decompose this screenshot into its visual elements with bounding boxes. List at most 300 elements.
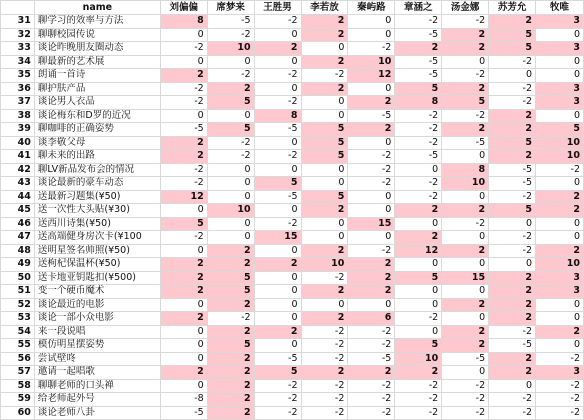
value-cell[interactable]: 0 bbox=[301, 231, 348, 245]
value-cell[interactable]: 12 bbox=[348, 69, 395, 83]
row-number-cell[interactable]: 46 bbox=[1, 217, 35, 231]
value-cell[interactable]: 0 bbox=[301, 217, 348, 231]
value-cell[interactable]: 2 bbox=[395, 231, 442, 245]
value-cell[interactable]: 5 bbox=[395, 339, 442, 353]
value-cell[interactable]: 3 bbox=[536, 15, 584, 29]
value-cell[interactable]: -5 bbox=[395, 69, 442, 83]
value-cell[interactable]: 0 bbox=[254, 312, 301, 326]
value-cell[interactable]: 0 bbox=[254, 136, 301, 150]
row-number-cell[interactable]: 53 bbox=[1, 312, 35, 326]
value-cell[interactable]: 2 bbox=[536, 244, 584, 258]
value-cell[interactable]: -5 bbox=[160, 123, 207, 137]
column-header-person[interactable]: 席梦来 bbox=[207, 1, 254, 15]
value-cell[interactable]: 2 bbox=[489, 352, 536, 366]
value-cell[interactable]: -2 bbox=[395, 123, 442, 137]
value-cell[interactable]: 2 bbox=[489, 150, 536, 164]
value-cell[interactable]: -2 bbox=[348, 163, 395, 177]
value-cell[interactable]: 5 bbox=[442, 96, 489, 110]
value-cell[interactable]: -2 bbox=[254, 96, 301, 110]
activity-name-cell[interactable]: 变一个硬币魔术 bbox=[34, 285, 160, 299]
value-cell[interactable]: 3 bbox=[536, 96, 584, 110]
value-cell[interactable]: 2 bbox=[301, 15, 348, 29]
value-cell[interactable]: 0 bbox=[442, 190, 489, 204]
row-number-cell[interactable]: 41 bbox=[1, 150, 35, 164]
value-cell[interactable]: -5 bbox=[489, 339, 536, 353]
value-cell[interactable]: -2 bbox=[254, 406, 301, 420]
row-number-cell[interactable]: 50 bbox=[1, 271, 35, 285]
value-cell[interactable]: -2 bbox=[348, 393, 395, 407]
value-cell[interactable]: 2 bbox=[254, 42, 301, 56]
value-cell[interactable]: 2 bbox=[160, 136, 207, 150]
activity-name-cell[interactable]: 聊咖啡的正确姿势 bbox=[34, 123, 160, 137]
value-cell[interactable]: 0 bbox=[489, 379, 536, 393]
value-cell[interactable]: 2 bbox=[207, 366, 254, 380]
activity-name-cell[interactable]: 聊未来的出路 bbox=[34, 150, 160, 164]
value-cell[interactable]: -2 bbox=[536, 393, 584, 407]
value-cell[interactable]: 0 bbox=[254, 163, 301, 177]
value-cell[interactable]: 6 bbox=[348, 312, 395, 326]
activity-name-cell[interactable]: 聊最新的艺术展 bbox=[34, 55, 160, 69]
value-cell[interactable]: 2 bbox=[442, 325, 489, 339]
value-cell[interactable]: 2 bbox=[489, 298, 536, 312]
activity-name-cell[interactable]: 聊聊老师的口头禅 bbox=[34, 379, 160, 393]
value-cell[interactable]: -2 bbox=[301, 339, 348, 353]
value-cell[interactable]: -2 bbox=[489, 393, 536, 407]
value-cell[interactable]: 2 bbox=[160, 366, 207, 380]
value-cell[interactable]: -2 bbox=[160, 231, 207, 245]
value-cell[interactable]: -5 bbox=[489, 177, 536, 191]
value-cell[interactable]: 10 bbox=[536, 150, 584, 164]
activity-name-cell[interactable]: 谈论梅东和D罗的近况 bbox=[34, 109, 160, 123]
activity-name-cell[interactable]: 给老师起外号 bbox=[34, 393, 160, 407]
value-cell[interactable]: -2 bbox=[395, 15, 442, 29]
value-cell[interactable]: -2 bbox=[254, 69, 301, 83]
value-cell[interactable]: 0 bbox=[254, 28, 301, 42]
activity-name-cell[interactable]: 模仿明星摆姿势 bbox=[34, 339, 160, 353]
activity-name-cell[interactable]: 送最新习题集(¥50) bbox=[34, 190, 160, 204]
row-number-cell[interactable]: 60 bbox=[1, 406, 35, 420]
value-cell[interactable]: 0 bbox=[160, 339, 207, 353]
value-cell[interactable]: -2 bbox=[301, 69, 348, 83]
row-number-cell[interactable]: 32 bbox=[1, 28, 35, 42]
value-cell[interactable]: 2 bbox=[442, 123, 489, 137]
row-number-cell[interactable]: 51 bbox=[1, 285, 35, 299]
row-number-cell[interactable]: 33 bbox=[1, 42, 35, 56]
value-cell[interactable]: 0 bbox=[160, 379, 207, 393]
value-cell[interactable]: 5 bbox=[301, 136, 348, 150]
value-cell[interactable]: -2 bbox=[160, 163, 207, 177]
value-cell[interactable]: 15 bbox=[348, 217, 395, 231]
value-cell[interactable]: 0 bbox=[489, 217, 536, 231]
value-cell[interactable]: 2 bbox=[254, 258, 301, 272]
value-cell[interactable]: -2 bbox=[301, 271, 348, 285]
value-cell[interactable]: -8 bbox=[160, 393, 207, 407]
value-cell[interactable]: -2 bbox=[160, 96, 207, 110]
row-number-cell[interactable]: 55 bbox=[1, 339, 35, 353]
value-cell[interactable]: 0 bbox=[254, 298, 301, 312]
value-cell[interactable]: -2 bbox=[207, 150, 254, 164]
value-cell[interactable]: 2 bbox=[489, 15, 536, 29]
value-cell[interactable]: -2 bbox=[207, 136, 254, 150]
value-cell[interactable]: 0 bbox=[160, 109, 207, 123]
value-cell[interactable]: 2 bbox=[395, 42, 442, 56]
value-cell[interactable]: 2 bbox=[536, 204, 584, 218]
value-cell[interactable]: 2 bbox=[442, 204, 489, 218]
value-cell[interactable]: -2 bbox=[442, 69, 489, 83]
value-cell[interactable]: 2 bbox=[207, 298, 254, 312]
value-cell[interactable]: -2 bbox=[254, 379, 301, 393]
value-cell[interactable]: -2 bbox=[348, 325, 395, 339]
value-cell[interactable]: 8 bbox=[254, 109, 301, 123]
value-cell[interactable]: 0 bbox=[254, 204, 301, 218]
value-cell[interactable]: 5 bbox=[301, 123, 348, 137]
value-cell[interactable]: 5 bbox=[207, 339, 254, 353]
value-cell[interactable]: 10 bbox=[395, 352, 442, 366]
value-cell[interactable]: -2 bbox=[254, 150, 301, 164]
row-number-cell[interactable]: 36 bbox=[1, 82, 35, 96]
value-cell[interactable]: -2 bbox=[207, 28, 254, 42]
value-cell[interactable]: 10 bbox=[536, 136, 584, 150]
value-cell[interactable]: 0 bbox=[207, 177, 254, 191]
value-cell[interactable]: 0 bbox=[536, 298, 584, 312]
value-cell[interactable]: -5 bbox=[442, 136, 489, 150]
value-cell[interactable]: 0 bbox=[348, 28, 395, 42]
value-cell[interactable]: 2 bbox=[160, 285, 207, 299]
value-cell[interactable]: -5 bbox=[160, 406, 207, 420]
value-cell[interactable]: 0 bbox=[348, 82, 395, 96]
value-cell[interactable]: 2 bbox=[442, 244, 489, 258]
value-cell[interactable]: 0 bbox=[254, 339, 301, 353]
activity-name-cell[interactable]: 送卡地亚钥匙扣(¥500) bbox=[34, 271, 160, 285]
value-cell[interactable]: 3 bbox=[536, 285, 584, 299]
value-cell[interactable]: 2 bbox=[348, 366, 395, 380]
activity-name-cell[interactable]: 尝试壁咚 bbox=[34, 352, 160, 366]
value-cell[interactable]: 0 bbox=[442, 231, 489, 245]
value-cell[interactable]: 2 bbox=[301, 312, 348, 326]
value-cell[interactable]: 15 bbox=[254, 231, 301, 245]
value-cell[interactable]: 5 bbox=[301, 150, 348, 164]
value-cell[interactable]: -2 bbox=[348, 42, 395, 56]
value-cell[interactable]: -5 bbox=[442, 352, 489, 366]
value-cell[interactable]: -2 bbox=[442, 15, 489, 29]
value-cell[interactable]: 0 bbox=[160, 55, 207, 69]
column-header-person[interactable]: 李若放 bbox=[301, 1, 348, 15]
value-cell[interactable]: 0 bbox=[442, 285, 489, 299]
value-cell[interactable]: 0 bbox=[254, 55, 301, 69]
row-number-cell[interactable]: 54 bbox=[1, 325, 35, 339]
value-cell[interactable]: 5 bbox=[536, 123, 584, 137]
value-cell[interactable]: 12 bbox=[395, 244, 442, 258]
column-header-person[interactable]: 汤金娜 bbox=[442, 1, 489, 15]
value-cell[interactable]: 10 bbox=[207, 204, 254, 218]
value-cell[interactable]: -2 bbox=[301, 406, 348, 420]
value-cell[interactable]: 2 bbox=[207, 244, 254, 258]
value-cell[interactable]: 0 bbox=[395, 217, 442, 231]
value-cell[interactable]: -2 bbox=[395, 190, 442, 204]
value-cell[interactable]: 0 bbox=[301, 163, 348, 177]
value-cell[interactable]: -2 bbox=[348, 150, 395, 164]
value-cell[interactable]: 0 bbox=[348, 204, 395, 218]
value-cell[interactable]: 2 bbox=[301, 244, 348, 258]
value-cell[interactable]: 2 bbox=[442, 82, 489, 96]
column-header-person[interactable]: 刘偏偏 bbox=[160, 1, 207, 15]
value-cell[interactable]: 8 bbox=[442, 163, 489, 177]
value-cell[interactable]: -2 bbox=[254, 15, 301, 29]
value-cell[interactable]: 0 bbox=[160, 325, 207, 339]
value-cell[interactable]: 0 bbox=[160, 204, 207, 218]
value-cell[interactable]: -2 bbox=[489, 325, 536, 339]
value-cell[interactable]: 0 bbox=[254, 244, 301, 258]
value-cell[interactable]: -2 bbox=[160, 177, 207, 191]
value-cell[interactable]: -2 bbox=[395, 393, 442, 407]
value-cell[interactable]: -2 bbox=[536, 163, 584, 177]
value-cell[interactable]: 2 bbox=[301, 28, 348, 42]
row-number-cell[interactable]: 49 bbox=[1, 258, 35, 272]
value-cell[interactable]: -2 bbox=[489, 244, 536, 258]
value-cell[interactable]: 10 bbox=[442, 177, 489, 191]
activity-name-cell[interactable]: 谈论老师八卦 bbox=[34, 406, 160, 420]
column-header-person[interactable]: 牧唯 bbox=[536, 1, 584, 15]
activity-name-cell[interactable]: 聊LV新品发布会的情况 bbox=[34, 163, 160, 177]
value-cell[interactable]: 5 bbox=[207, 96, 254, 110]
value-cell[interactable]: 5 bbox=[301, 190, 348, 204]
activity-name-cell[interactable]: 来一段说唱 bbox=[34, 325, 160, 339]
corner-cell[interactable] bbox=[1, 1, 35, 15]
value-cell[interactable]: 0 bbox=[348, 190, 395, 204]
value-cell[interactable]: -2 bbox=[489, 96, 536, 110]
value-cell[interactable]: -5 bbox=[348, 109, 395, 123]
value-cell[interactable]: 0 bbox=[301, 42, 348, 56]
value-cell[interactable]: 2 bbox=[301, 204, 348, 218]
value-cell[interactable]: -5 bbox=[395, 55, 442, 69]
value-cell[interactable]: -2 bbox=[536, 406, 584, 420]
value-cell[interactable]: -2 bbox=[442, 217, 489, 231]
value-cell[interactable]: 0 bbox=[442, 150, 489, 164]
row-number-cell[interactable]: 45 bbox=[1, 204, 35, 218]
value-cell[interactable]: 10 bbox=[348, 55, 395, 69]
value-cell[interactable]: -2 bbox=[254, 217, 301, 231]
value-cell[interactable]: 0 bbox=[301, 298, 348, 312]
value-cell[interactable]: -2 bbox=[301, 325, 348, 339]
value-cell[interactable]: 2 bbox=[301, 285, 348, 299]
value-cell[interactable]: 2 bbox=[207, 82, 254, 96]
value-cell[interactable]: 0 bbox=[395, 285, 442, 299]
value-cell[interactable]: 2 bbox=[207, 393, 254, 407]
value-cell[interactable]: -2 bbox=[395, 136, 442, 150]
column-header-person[interactable]: 王胜男 bbox=[254, 1, 301, 15]
value-cell[interactable]: -2 bbox=[207, 69, 254, 83]
value-cell[interactable]: -2 bbox=[536, 352, 584, 366]
value-cell[interactable]: 2 bbox=[207, 258, 254, 272]
value-cell[interactable]: 2 bbox=[301, 366, 348, 380]
row-number-cell[interactable]: 44 bbox=[1, 190, 35, 204]
value-cell[interactable]: 2 bbox=[207, 325, 254, 339]
value-cell[interactable]: 0 bbox=[160, 28, 207, 42]
value-cell[interactable]: 0 bbox=[536, 339, 584, 353]
value-cell[interactable]: 2 bbox=[536, 325, 584, 339]
value-cell[interactable]: 0 bbox=[442, 312, 489, 326]
value-cell[interactable]: 0 bbox=[536, 69, 584, 83]
value-cell[interactable]: 5 bbox=[254, 366, 301, 380]
value-cell[interactable]: 2 bbox=[395, 366, 442, 380]
value-cell[interactable]: 2 bbox=[160, 150, 207, 164]
row-number-cell[interactable]: 48 bbox=[1, 244, 35, 258]
value-cell[interactable]: 0 bbox=[207, 163, 254, 177]
value-cell[interactable]: -2 bbox=[160, 42, 207, 56]
value-cell[interactable]: 0 bbox=[207, 190, 254, 204]
row-number-cell[interactable]: 38 bbox=[1, 109, 35, 123]
value-cell[interactable]: 3 bbox=[536, 42, 584, 56]
value-cell[interactable]: -5 bbox=[489, 163, 536, 177]
value-cell[interactable]: -2 bbox=[395, 177, 442, 191]
value-cell[interactable]: 0 bbox=[348, 136, 395, 150]
column-header-person[interactable]: 苏芳允 bbox=[489, 1, 536, 15]
value-cell[interactable]: 0 bbox=[489, 258, 536, 272]
row-number-cell[interactable]: 57 bbox=[1, 366, 35, 380]
activity-name-cell[interactable]: 聊聊校园传说 bbox=[34, 28, 160, 42]
value-cell[interactable]: 0 bbox=[207, 231, 254, 245]
value-cell[interactable]: -5 bbox=[395, 150, 442, 164]
value-cell[interactable]: 0 bbox=[536, 217, 584, 231]
value-cell[interactable]: 5 bbox=[207, 271, 254, 285]
value-cell[interactable]: 2 bbox=[489, 285, 536, 299]
value-cell[interactable]: 2 bbox=[536, 190, 584, 204]
value-cell[interactable]: -2 bbox=[301, 352, 348, 366]
activity-name-cell[interactable]: 谈李敬父母 bbox=[34, 136, 160, 150]
value-cell[interactable]: 0 bbox=[348, 231, 395, 245]
value-cell[interactable]: 5 bbox=[395, 82, 442, 96]
activity-name-cell[interactable]: 谈论男人衣品 bbox=[34, 96, 160, 110]
value-cell[interactable]: -5 bbox=[254, 123, 301, 137]
value-cell[interactable]: 5 bbox=[489, 136, 536, 150]
value-cell[interactable]: 0 bbox=[536, 177, 584, 191]
value-cell[interactable]: -2 bbox=[489, 190, 536, 204]
activity-name-cell[interactable]: 邀请一起唱歌 bbox=[34, 366, 160, 380]
value-cell[interactable]: 2 bbox=[395, 204, 442, 218]
value-cell[interactable]: 0 bbox=[207, 217, 254, 231]
value-cell[interactable]: -2 bbox=[489, 55, 536, 69]
value-cell[interactable]: 10 bbox=[536, 258, 584, 272]
row-number-cell[interactable]: 42 bbox=[1, 163, 35, 177]
value-cell[interactable]: 0 bbox=[395, 258, 442, 272]
value-cell[interactable]: 5 bbox=[207, 123, 254, 137]
activity-name-cell[interactable]: 朗诵一首诗 bbox=[34, 69, 160, 83]
value-cell[interactable]: 12 bbox=[160, 190, 207, 204]
value-cell[interactable]: 2 bbox=[489, 271, 536, 285]
activity-name-cell[interactable]: 送明星签名帅照(¥50) bbox=[34, 244, 160, 258]
value-cell[interactable]: 2 bbox=[254, 325, 301, 339]
value-cell[interactable]: -2 bbox=[442, 393, 489, 407]
activity-name-cell[interactable]: 谈论一部小众电影 bbox=[34, 312, 160, 326]
value-cell[interactable]: 0 bbox=[489, 69, 536, 83]
value-cell[interactable]: 0 bbox=[395, 298, 442, 312]
activity-name-cell[interactable]: 谈论最新的豪车动态 bbox=[34, 177, 160, 191]
value-cell[interactable]: -5 bbox=[395, 28, 442, 42]
value-cell[interactable]: 2 bbox=[160, 271, 207, 285]
value-cell[interactable]: -2 bbox=[348, 379, 395, 393]
value-cell[interactable]: 0 bbox=[395, 163, 442, 177]
value-cell[interactable]: 2 bbox=[489, 123, 536, 137]
value-cell[interactable]: -2 bbox=[348, 406, 395, 420]
value-cell[interactable]: 10 bbox=[207, 42, 254, 56]
value-cell[interactable]: 0 bbox=[207, 55, 254, 69]
value-cell[interactable]: 5 bbox=[489, 28, 536, 42]
value-cell[interactable]: -2 bbox=[395, 312, 442, 326]
value-cell[interactable]: 0 bbox=[536, 109, 584, 123]
value-cell[interactable]: 2 bbox=[348, 258, 395, 272]
value-cell[interactable]: 2 bbox=[442, 28, 489, 42]
column-header-person[interactable]: 章涵之 bbox=[395, 1, 442, 15]
value-cell[interactable]: 0 bbox=[442, 258, 489, 272]
value-cell[interactable]: -2 bbox=[442, 379, 489, 393]
value-cell[interactable]: 2 bbox=[348, 271, 395, 285]
value-cell[interactable]: 0 bbox=[207, 109, 254, 123]
value-cell[interactable]: 5 bbox=[254, 177, 301, 191]
row-number-cell[interactable]: 34 bbox=[1, 55, 35, 69]
value-cell[interactable]: 0 bbox=[254, 271, 301, 285]
value-cell[interactable]: -2 bbox=[301, 393, 348, 407]
value-cell[interactable]: 0 bbox=[442, 55, 489, 69]
value-cell[interactable]: 5 bbox=[207, 285, 254, 299]
value-cell[interactable]: 0 bbox=[160, 244, 207, 258]
value-cell[interactable]: -2 bbox=[348, 244, 395, 258]
value-cell[interactable]: 2 bbox=[442, 298, 489, 312]
value-cell[interactable]: 0 bbox=[536, 312, 584, 326]
value-cell[interactable]: -5 bbox=[348, 352, 395, 366]
value-cell[interactable]: 0 bbox=[254, 82, 301, 96]
row-number-cell[interactable]: 43 bbox=[1, 177, 35, 191]
value-cell[interactable]: 8 bbox=[395, 96, 442, 110]
value-cell[interactable]: 15 bbox=[442, 271, 489, 285]
value-cell[interactable]: 0 bbox=[254, 285, 301, 299]
value-cell[interactable]: 2 bbox=[301, 55, 348, 69]
row-number-cell[interactable]: 52 bbox=[1, 298, 35, 312]
value-cell[interactable]: 0 bbox=[348, 15, 395, 29]
activity-name-cell[interactable]: 聊学习的效率与方法 bbox=[34, 15, 160, 29]
value-cell[interactable]: 0 bbox=[301, 177, 348, 191]
value-cell[interactable]: 2 bbox=[207, 352, 254, 366]
value-cell[interactable]: 0 bbox=[160, 352, 207, 366]
value-cell[interactable]: -2 bbox=[489, 82, 536, 96]
value-cell[interactable]: 2 bbox=[442, 339, 489, 353]
activity-name-cell[interactable]: 送西川诗集(¥50) bbox=[34, 217, 160, 231]
value-cell[interactable]: 3 bbox=[536, 366, 584, 380]
value-cell[interactable]: -2 bbox=[489, 406, 536, 420]
value-cell[interactable]: 0 bbox=[442, 366, 489, 380]
value-cell[interactable]: -2 bbox=[348, 339, 395, 353]
value-cell[interactable]: 0 bbox=[536, 28, 584, 42]
value-cell[interactable]: -2 bbox=[442, 406, 489, 420]
value-cell[interactable]: -2 bbox=[395, 379, 442, 393]
column-header-person[interactable]: 秦屿路 bbox=[348, 1, 395, 15]
row-number-cell[interactable]: 56 bbox=[1, 352, 35, 366]
value-cell[interactable]: -2 bbox=[254, 393, 301, 407]
value-cell[interactable]: -5 bbox=[207, 15, 254, 29]
activity-name-cell[interactable]: 送高端健身房次卡(¥100 bbox=[34, 231, 160, 245]
row-number-cell[interactable]: 37 bbox=[1, 96, 35, 110]
value-cell[interactable]: 2 bbox=[489, 109, 536, 123]
row-number-cell[interactable]: 31 bbox=[1, 15, 35, 29]
value-cell[interactable]: -2 bbox=[395, 406, 442, 420]
activity-name-cell[interactable]: 谈论昨晚朋友圈动态 bbox=[34, 42, 160, 56]
value-cell[interactable]: 10 bbox=[301, 258, 348, 272]
value-cell[interactable]: 2 bbox=[348, 285, 395, 299]
value-cell[interactable]: -2 bbox=[395, 109, 442, 123]
value-cell[interactable]: 2 bbox=[489, 312, 536, 326]
value-cell[interactable]: 2 bbox=[160, 312, 207, 326]
value-cell[interactable]: 0 bbox=[536, 55, 584, 69]
value-cell[interactable]: 2 bbox=[489, 366, 536, 380]
